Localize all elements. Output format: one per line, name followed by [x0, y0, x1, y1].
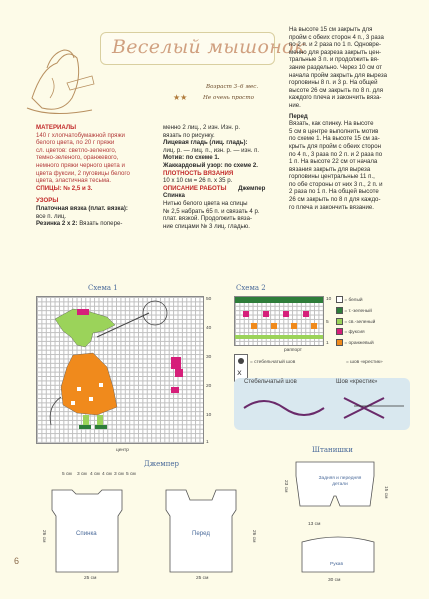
scheme2-tick: 5 — [326, 320, 329, 325]
materials-line: цвета фуксии, 2 пуговицы белого — [36, 169, 130, 177]
level-label: Не очень просто — [203, 95, 254, 101]
pants-pattern — [290, 456, 380, 526]
front-pattern-label: Перед — [192, 530, 210, 537]
stitch-illustration — [234, 378, 410, 430]
scheme1-tick: 1 — [206, 440, 209, 445]
cross-stitch-label: Шов «крестик» — [336, 379, 378, 385]
legend-swatch — [336, 296, 343, 303]
right-column — [289, 26, 409, 211]
desc-title: ОПИСАНИЕ РАБОТЫ — [163, 184, 227, 192]
patterns-title: УЗОРЫ — [36, 197, 59, 205]
stem-legend: = стебельчатый шов — [250, 360, 296, 365]
back-pattern-label: Спинка — [76, 530, 97, 537]
right-line: пройм с обеих сторон 4 п., 3 раза — [289, 33, 384, 41]
scheme1-label: Схема 1 — [88, 284, 118, 292]
dim-label: 25 см — [196, 576, 209, 581]
materials-line: немного пряжи черного цвета и — [36, 161, 125, 169]
front-line: крыть для пройм с обеих сторон — [289, 142, 381, 150]
scheme1-grid — [36, 296, 204, 444]
pants-part-label: Задняя и передняя детали — [318, 476, 362, 487]
right-line: тральные 3 п. и продолжить вя- — [289, 56, 379, 64]
materials-title: МАТЕРИАЛЫ — [36, 124, 77, 131]
dim-label: 25 см — [84, 576, 97, 581]
dim-label: 23 см — [283, 480, 288, 493]
right-line: высоте 26 см закрыть по 8 п. для — [289, 86, 384, 94]
back-line: ние спицами № 3 лиц. гладью. — [163, 222, 250, 230]
dim-label: 3 см — [77, 472, 87, 477]
color-legend — [336, 296, 408, 347]
age-label: Возраст 3–6 мес. — [206, 84, 259, 90]
left-column — [36, 124, 158, 228]
legend-swatch — [336, 328, 343, 335]
back-line: № 2,5 набрать 65 п. и связать 4 р. — [163, 207, 260, 215]
dim-label: 4 см — [90, 472, 100, 477]
front-line: по 4 п., 3 раза по 2 п. и 2 раза по — [289, 150, 383, 158]
middle-column — [163, 124, 283, 230]
dim-label: 3 см — [114, 472, 124, 477]
motif-text: Мотив: по схеме 1. — [163, 154, 220, 162]
stocking-text: лиц. р. — лиц. п., изн. р. — изн. п. — [163, 146, 260, 154]
rib-label: Резинка 2 х 2: — [36, 220, 78, 228]
header-illustration — [22, 28, 102, 118]
level-stars: ★★ — [173, 93, 188, 102]
materials-line: цвета, эластичная тесьма. — [36, 177, 112, 185]
cross-legend: = шов «крестик» — [346, 360, 383, 365]
desc-item: Джемпер — [238, 184, 266, 192]
front-line: 26 см закрыть по 8 п для каждо- — [289, 196, 381, 204]
stocking-label: Лицевая гладь (лиц. гладь): — [163, 139, 248, 147]
rib-text: Вязать попере- — [79, 220, 123, 228]
jumper-label: Джемпер — [144, 460, 180, 468]
front-line: вязания закрыть для выреза — [289, 165, 371, 173]
right-line: горловины 8 п. и 3 р. На общей — [289, 79, 378, 87]
pants-label: Штанишки — [312, 446, 353, 454]
middle-line: вязать по рисунку. — [163, 131, 215, 139]
back-title: Спинка — [163, 192, 185, 200]
plain-knit-text: все п. лиц. — [36, 212, 67, 220]
legend-swatch — [336, 307, 343, 314]
sleeve-label: Рукав — [330, 562, 344, 567]
legend-label: = св.-зеленый — [344, 319, 376, 325]
front-line: 5 см в центре выполнить мотив — [289, 127, 379, 135]
legend-label: = оранжевый — [344, 340, 374, 346]
scheme2-grid — [234, 296, 324, 346]
scheme1-tick: 50 — [206, 297, 212, 302]
density-text: 10 х 10 см = 26 п. х 35 р. — [163, 177, 233, 185]
dim-label: 5 см — [126, 472, 136, 477]
right-line: каждого плеча и закончить вяза- — [289, 94, 382, 102]
legend-swatch — [336, 339, 343, 346]
dim-label: 26 см — [251, 530, 256, 543]
rapport-label: раппорт — [284, 348, 302, 353]
sleeve-pattern — [296, 536, 380, 580]
back-line: плат. вязкой. Продолжить вяза- — [163, 215, 252, 223]
front-title: Перед — [289, 112, 308, 120]
scheme1-tick: 10 — [206, 413, 212, 418]
jacquard-text: Жаккардовый узор: по схеме 2. — [163, 161, 258, 169]
back-line: Нитью белого цвета на спицы — [163, 199, 248, 207]
materials-line: 140 г хлопчатобумажной пряжи — [36, 131, 125, 139]
stem-stitch-label: Стебельчатый шов — [244, 379, 297, 385]
needles-label: СПИЦЫ: № 2,5 и 3. — [36, 184, 93, 192]
materials-line: темно-зеленого, оранжевого, — [36, 154, 119, 162]
scheme1-tick: 20 — [206, 384, 212, 389]
right-line: менно для разреза закрыть цен- — [289, 48, 382, 56]
density-title: ПЛОТНОСТЬ ВЯЗАНИЯ — [163, 169, 234, 177]
scheme1-tick: 30 — [206, 355, 212, 360]
legend-swatch — [336, 318, 343, 325]
dim-label: 13 см — [308, 522, 321, 527]
front-line: 2 раза по 1 п. На общей высоте — [289, 188, 379, 196]
right-line: зание раздельно. Через 10 см от — [289, 63, 383, 71]
svg-text:x: x — [237, 368, 242, 377]
plain-knit-label: Платочная вязка (плат. вязка): — [36, 204, 128, 212]
front-line: горловины центральные 11 п., — [289, 173, 375, 181]
dim-label: 30 см — [328, 578, 341, 583]
front-line: по обе стороны от них 3 п., 2 п. и — [289, 180, 383, 188]
legend-label: = т.-зеленый — [344, 308, 372, 314]
right-line: На высоте 15 см закрыть для — [289, 26, 373, 33]
front-line: по схеме 1. На высоте 15 см за- — [289, 135, 380, 143]
front-line: го плеча и закончить вязание. — [289, 203, 374, 211]
page-number: 6 — [14, 556, 20, 566]
center-label: центр — [116, 448, 129, 453]
right-line: ние. — [289, 101, 301, 109]
materials-line: сл. цветов: светло-зеленого, — [36, 146, 117, 154]
legend-label: = белый — [344, 297, 363, 303]
scheme2-tick: 10 — [326, 297, 332, 302]
front-line: Вязать, как спинку. На высоте — [289, 120, 374, 128]
legend-label: = фуксия — [344, 330, 365, 336]
right-line: по 2 п. и 2 раза по 1 п. Одновре- — [289, 41, 382, 49]
front-line: 1 п. На высоте 22 см от начала — [289, 158, 378, 166]
dim-label: 26 см — [41, 530, 46, 543]
scheme2-label: Схема 2 — [236, 284, 266, 292]
scheme2-tick: 1 — [326, 341, 329, 346]
scheme1-tick: 40 — [206, 326, 212, 331]
dim-label: 5 см — [62, 472, 72, 477]
page-title: Веселый мышонок — [112, 36, 306, 58]
dim-label: 4 см — [102, 472, 112, 477]
materials-line: белого цвета, по 20 г пряжи — [36, 139, 115, 147]
dim-label: 15 см — [383, 486, 388, 499]
right-line: начала пройм закрыть для выреза — [289, 71, 388, 79]
middle-line: менно 2 лиц., 2 изн. Изн. р. — [163, 124, 241, 131]
